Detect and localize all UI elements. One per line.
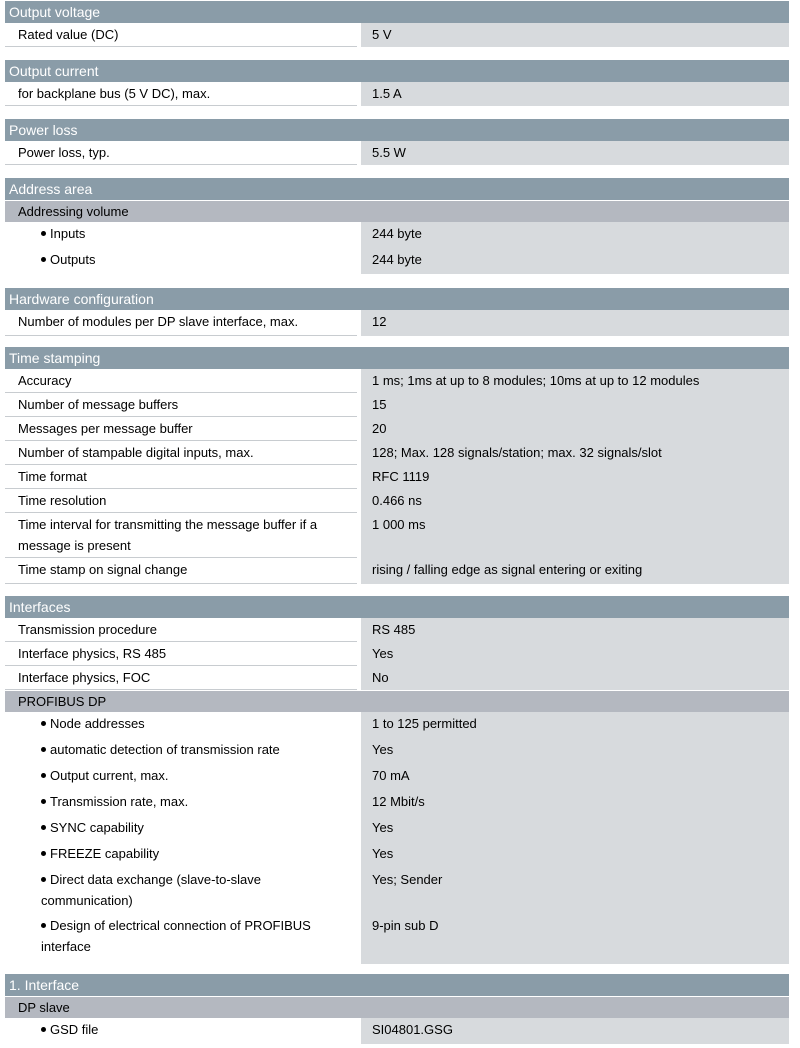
spec-label: for backplane bus (5 V DC), max. [5, 82, 357, 106]
section-title: Time stamping [5, 346, 789, 369]
spec-value: 244 byte [361, 248, 789, 274]
spec-label: Number of modules per DP slave interface, max. [5, 310, 357, 336]
spec-row [5, 712, 789, 738]
spec-value: 12 Mbit/s [361, 790, 789, 816]
spec-label: Time stamp on signal change [5, 558, 357, 584]
subsection-title: PROFIBUS DP [5, 690, 789, 712]
spec-label: Direct data exchange (slave-to-slave communication) [41, 872, 261, 908]
spec-label: Time resolution [5, 489, 357, 513]
spec-label: Accuracy [5, 369, 357, 393]
spec-label: Interface physics, RS 485 [5, 642, 357, 666]
spec-label: GSD file [5, 1018, 357, 1044]
bullet-icon [41, 231, 46, 236]
spec-label: Number of stampable digital inputs, max. [5, 441, 357, 465]
spec-label: SYNC capability [5, 816, 357, 842]
spec-value: 15 [361, 393, 789, 417]
section-time-stamping [0, 346, 800, 584]
spec-label: Design of electrical connection of PROFIBUS interface [41, 918, 311, 954]
section-hardware-configuration [0, 287, 800, 336]
section-interface-1 [0, 973, 800, 1044]
spec-label: Time format [5, 465, 357, 489]
spec-row [5, 642, 789, 666]
spec-row [5, 914, 789, 964]
spec-row [5, 393, 789, 417]
section-power-loss [0, 118, 800, 165]
spec-label: Time interval for transmitting the message buffer if a message is present [5, 513, 357, 558]
spec-row [5, 764, 789, 790]
section-output-current [0, 59, 800, 106]
spec-label: Number of message buffers [5, 393, 357, 417]
spec-row [5, 558, 789, 584]
spec-label: Inputs [5, 222, 357, 248]
spec-row [5, 790, 789, 816]
spec-row [5, 666, 789, 690]
bullet-icon [41, 257, 46, 262]
spec-row [5, 222, 789, 248]
spec-row [5, 248, 789, 274]
spec-label: Interface physics, FOC [5, 666, 357, 690]
section-title: 1. Interface [5, 973, 789, 996]
section-title: Hardware configuration [5, 287, 789, 310]
spec-row [5, 1018, 789, 1044]
spec-value: RFC 1119 [361, 465, 789, 489]
section-title: Output voltage [5, 0, 789, 23]
spec-value: 12 [361, 310, 789, 336]
bullet-icon [41, 773, 46, 778]
section-interfaces [0, 595, 800, 964]
spec-label: automatic detection of transmission rate [5, 738, 357, 764]
spec-row [5, 417, 789, 441]
spec-label: Transmission procedure [5, 618, 357, 642]
spec-row [5, 23, 789, 47]
bullet-icon [41, 721, 46, 726]
spec-value: 1 ms; 1ms at up to 8 modules; 10ms at up to 12 modules [361, 369, 789, 393]
spec-label: Output current, max. [5, 764, 357, 790]
section-title: Address area [5, 177, 789, 200]
spec-value: 1.5 A [361, 82, 789, 106]
spec-label: Rated value (DC) [5, 23, 357, 47]
spec-value: SI04801.GSG [361, 1018, 789, 1044]
spec-row [5, 618, 789, 642]
section-output-voltage [0, 0, 800, 47]
spec-label: Node addresses [5, 712, 357, 738]
bullet-icon [41, 799, 46, 804]
spec-value: 1 000 ms [361, 513, 789, 558]
subsection-title: Addressing volume [5, 200, 789, 222]
spec-value: 20 [361, 417, 789, 441]
bullet-icon [41, 877, 46, 882]
subsection-title: DP slave [5, 996, 789, 1018]
spec-value: Yes [361, 642, 789, 666]
spec-value: 9-pin sub D [361, 914, 789, 964]
spec-label: FREEZE capability [5, 842, 357, 868]
section-title: Power loss [5, 118, 789, 141]
spec-value: RS 485 [361, 618, 789, 642]
spec-value: Yes [361, 842, 789, 868]
section-address-area [0, 177, 800, 274]
spec-value: 1 to 125 permitted [361, 712, 789, 738]
spec-row [5, 310, 789, 336]
spec-label: Outputs [5, 248, 357, 274]
spec-row [5, 738, 789, 764]
spec-row [5, 465, 789, 489]
spec-value: Yes [361, 816, 789, 842]
spec-row [5, 82, 789, 106]
spec-value: Yes; Sender [361, 868, 789, 914]
spec-value: 5.5 W [361, 141, 789, 165]
section-title: Interfaces [5, 595, 789, 618]
section-title: Output current [5, 59, 789, 82]
spec-row [5, 816, 789, 842]
spec-value: 244 byte [361, 222, 789, 248]
spec-value: 0.466 ns [361, 489, 789, 513]
spec-row [5, 489, 789, 513]
spec-label: Power loss, typ. [5, 141, 357, 165]
bullet-icon [41, 825, 46, 830]
spec-row [5, 842, 789, 868]
spec-row [5, 441, 789, 465]
spec-row [5, 369, 789, 393]
spec-value: Yes [361, 738, 789, 764]
spec-label: Transmission rate, max. [5, 790, 357, 816]
spec-value: No [361, 666, 789, 690]
bullet-icon [41, 851, 46, 856]
spec-row [5, 513, 789, 558]
bullet-icon [41, 1027, 46, 1032]
bullet-icon [41, 747, 46, 752]
spec-value: rising / falling edge as signal entering or exiting [361, 558, 789, 584]
spec-value: 70 mA [361, 764, 789, 790]
spec-label: Messages per message buffer [5, 417, 357, 441]
spec-value: 128; Max. 128 signals/station; max. 32 signals/slot [361, 441, 789, 465]
bullet-icon [41, 923, 46, 928]
spec-row [5, 141, 789, 165]
spec-value: 5 V [361, 23, 789, 47]
spec-row [5, 868, 789, 914]
